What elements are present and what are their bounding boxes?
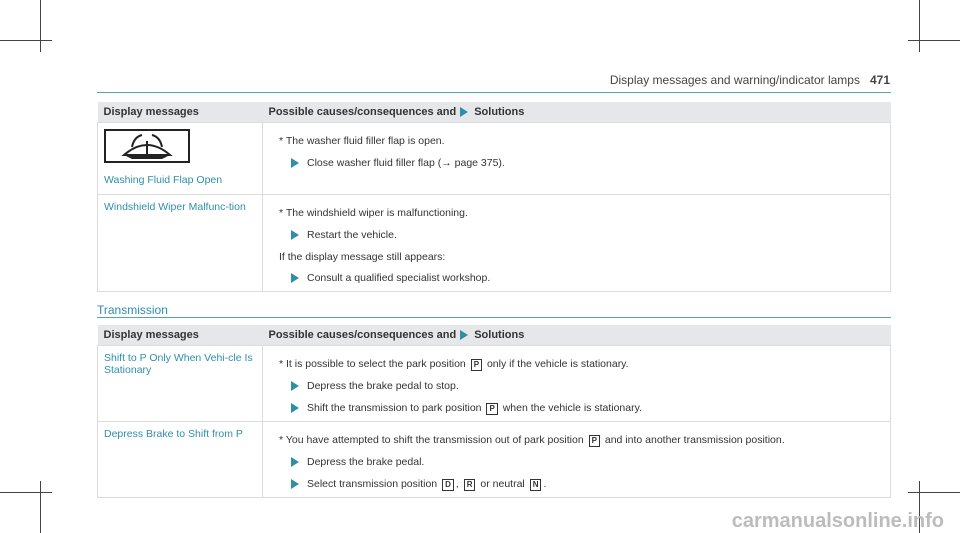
crop-mark <box>0 40 52 41</box>
table-row <box>98 123 891 195</box>
solution-step: Depress the brake pedal to stop. <box>291 380 884 393</box>
crop-mark <box>919 0 920 52</box>
message-text: Windshield Wiper Malfunc-tion <box>104 201 246 213</box>
step-arrow-icon <box>291 158 299 168</box>
step-arrow-icon <box>291 381 299 391</box>
message-cell <box>98 195 263 292</box>
causes-cell <box>263 123 891 195</box>
gear-n-icon: N <box>530 479 542 491</box>
gear-d-icon: D <box>442 479 454 491</box>
page-header <box>610 73 890 87</box>
page-number: 471 <box>869 73 890 87</box>
gear-p-icon: P <box>486 403 497 415</box>
solutions-arrow-icon <box>460 107 468 117</box>
cause-text: * You have attempted to shift the transmission out of park position P and into another transmission position. <box>279 434 785 446</box>
message-text: Washing Fluid Flap Open <box>104 174 223 186</box>
col-header-messages: Display messages <box>98 325 263 346</box>
step-arrow-icon <box>291 403 299 413</box>
table-header-row <box>98 102 891 123</box>
causes-cell <box>263 195 891 292</box>
solution-step: Consult a qualified specialist workshop. <box>291 272 884 285</box>
watermark: carmanualsonline.info <box>731 510 944 532</box>
causes-cell <box>263 346 891 422</box>
solution-step: Close washer fluid filler flap (→ page 375). <box>291 157 884 170</box>
message-cell <box>98 422 263 498</box>
solution-step: Restart the vehicle. <box>291 229 884 242</box>
section-rule <box>97 317 891 318</box>
gear-p-icon: P <box>589 435 600 447</box>
step-arrow-icon <box>291 479 299 489</box>
crop-mark <box>40 481 41 533</box>
crop-mark <box>0 492 52 493</box>
message-cell <box>98 123 263 195</box>
crop-mark <box>908 492 960 493</box>
solution-step: Depress the brake pedal. <box>291 456 884 469</box>
crop-mark <box>40 0 41 52</box>
header-title: Display messages and warning/indicator lamps <box>609 73 860 87</box>
washer-fluid-icon <box>104 129 190 166</box>
col-header-messages: Display messages <box>98 102 263 123</box>
solutions-arrow-icon <box>460 330 468 340</box>
gear-p-icon: P <box>471 359 482 371</box>
cause-text: * It is possible to select the park position P only if the vehicle is stationary. <box>279 358 629 370</box>
table-header-row <box>98 325 891 346</box>
causes-cell <box>263 422 891 498</box>
header-rule <box>97 92 891 93</box>
solution-step: Shift the transmission to park position P when the vehicle is stationary. <box>291 402 884 415</box>
table-row <box>98 195 891 292</box>
crop-mark <box>908 40 960 41</box>
step-arrow-icon <box>291 273 299 283</box>
note-text: If the display message still appears: <box>279 251 446 263</box>
cause-text: * The windshield wiper is malfunctioning. <box>279 207 468 219</box>
display-messages-table <box>97 102 891 292</box>
col-header-causes: Possible causes/consequences and Solutions <box>263 102 891 123</box>
message-text: Shift to P Only When Vehi-cle Is Stationary <box>104 352 253 376</box>
col-header-causes: Possible causes/consequences and Solutions <box>263 325 891 346</box>
solution-step: Select transmission position D , R or neutral N . <box>291 478 884 491</box>
cause-text: * The washer fluid filler flap is open. <box>279 135 445 147</box>
message-text: Depress Brake to Shift from P <box>104 428 243 440</box>
table-row <box>98 422 891 498</box>
table-row <box>98 346 891 422</box>
gear-r-icon: R <box>464 479 476 491</box>
step-arrow-icon <box>291 230 299 240</box>
step-arrow-icon <box>291 457 299 467</box>
message-cell <box>98 346 263 422</box>
section-title: Transmission <box>97 303 168 317</box>
transmission-table <box>97 325 891 498</box>
